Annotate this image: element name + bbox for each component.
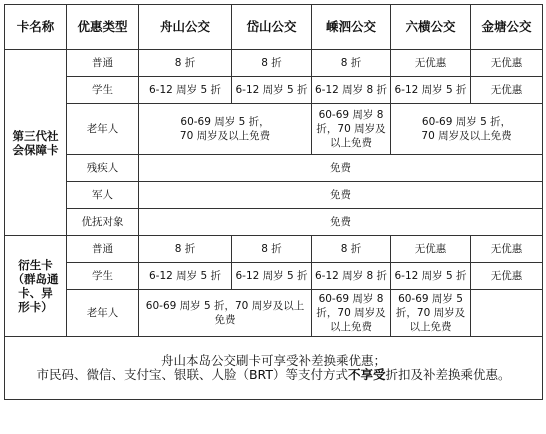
header-shengsi-bus: 嵊泗公交	[312, 5, 391, 50]
card2-student-ds: 6-12 周岁 5 折	[232, 263, 312, 290]
card2-elderly-ss-line1: 60-69 周岁 8	[318, 293, 384, 305]
table-row	[5, 290, 543, 337]
card1-military-value: 免费	[139, 182, 543, 209]
card2-elderly-zs-ds	[139, 290, 312, 337]
footer-line2	[7, 368, 540, 382]
card2-elderly-type: 老年人	[67, 290, 139, 337]
card1-general-ss: 8 折	[312, 50, 391, 77]
card2-elderly-lh	[391, 290, 471, 337]
card1-elderly-lh-jt-line1: 60-69 周岁 5 折，	[421, 116, 512, 128]
card1-elderly-lh-jt-line2: 70 周岁及以上免费	[421, 130, 512, 142]
card1-preferential-type: 优抚对象	[67, 209, 139, 236]
card2-elderly-zs-ds-line2: 免费	[214, 314, 236, 326]
card2-student-zs: 6-12 周岁 5 折	[139, 263, 232, 290]
card1-elderly-ss-line2: 折，70 周岁及	[316, 123, 386, 135]
header-liuheng-bus: 六横公交	[391, 5, 471, 50]
card2-student-ss: 6-12 周岁 8 折	[312, 263, 391, 290]
footer-line2-bold: 不享受	[347, 367, 386, 382]
header-daishan-bus: 岱山公交	[232, 5, 312, 50]
card1-general-jt: 无优惠	[471, 50, 543, 77]
card2-name	[5, 236, 67, 337]
card2-elderly-ss-line3: 以上免费	[330, 321, 372, 333]
header-card-name: 卡名称	[5, 5, 67, 50]
card1-disabled-value: 免费	[139, 155, 543, 182]
header-zhoushan-bus: 舟山公交	[139, 5, 232, 50]
card1-elderly-zs-ds-line1: 60-69 周岁 5 折，	[180, 116, 270, 128]
card1-elderly-ss-line3: 以上免费	[330, 137, 372, 149]
header-row	[5, 5, 543, 50]
card1-elderly-lh-jt	[391, 104, 543, 155]
card1-name-line2: 会保障卡	[12, 142, 59, 157]
card1-general-type: 普通	[67, 50, 139, 77]
card1-student-jt: 无优惠	[471, 77, 543, 104]
table-row	[5, 209, 543, 236]
card2-elderly-lh-line2: 折，70 周岁及	[395, 307, 466, 319]
card2-general-type: 普通	[67, 236, 139, 263]
card2-name-line1: 衍生卡	[18, 258, 53, 272]
card1-student-lh: 6-12 周岁 5 折	[391, 77, 471, 104]
card2-elderly-zs-ds-line1: 60-69 周岁 5 折，70 周岁及以上	[145, 300, 305, 312]
card2-name-line2: （群岛通	[12, 272, 59, 286]
table-row	[5, 50, 543, 77]
card1-general-lh: 无优惠	[391, 50, 471, 77]
card2-general-ds: 8 折	[232, 236, 312, 263]
card1-elderly-type: 老年人	[67, 104, 139, 155]
card1-student-type: 学生	[67, 77, 139, 104]
card1-preferential-value: 免费	[139, 209, 543, 236]
card2-elderly-ss	[312, 290, 391, 337]
fare-discount-table	[4, 4, 543, 400]
card1-student-ds: 6-12 周岁 5 折	[232, 77, 312, 104]
card1-student-ss: 6-12 周岁 8 折	[312, 77, 391, 104]
card1-general-ds: 8 折	[232, 50, 312, 77]
card1-elderly-ss	[312, 104, 391, 155]
card2-elderly-lh-line1: 60-69 周岁 5	[398, 293, 463, 305]
header-jintang-bus: 金塘公交	[471, 5, 543, 50]
footer-note	[5, 337, 543, 400]
card2-general-zs: 8 折	[139, 236, 232, 263]
card2-name-line3: 卡、异	[18, 286, 53, 300]
card2-general-ss: 8 折	[312, 236, 391, 263]
card1-elderly-zs-ds	[139, 104, 312, 155]
card2-student-type: 学生	[67, 263, 139, 290]
table-row	[5, 236, 543, 263]
card1-student-zs: 6-12 周岁 5 折	[139, 77, 232, 104]
table-row	[5, 182, 543, 209]
footer-line1: 舟山本岛公交刷卡可享受补差换乘优惠；	[160, 353, 386, 368]
table-row	[5, 263, 543, 290]
card1-disabled-type: 残疾人	[67, 155, 139, 182]
card2-general-lh: 无优惠	[391, 236, 471, 263]
card2-student-jt: 无优惠	[471, 263, 543, 290]
card2-elderly-lh-line3: 以上免费	[409, 321, 452, 333]
card1-elderly-zs-ds-line2: 70 周岁及以上免费	[179, 130, 271, 142]
card1-elderly-ss-line1: 60-69 周岁 8	[318, 109, 384, 121]
header-discount-type: 优惠类型	[67, 5, 139, 50]
card2-elderly-ss-line2: 折，70 周岁及	[316, 307, 386, 319]
footer-line2-before: 市民码、微信、支付宝、银联、人脸（BRT）等支付方式	[36, 367, 348, 382]
table-row	[5, 77, 543, 104]
card2-elderly-jt-empty	[471, 290, 543, 337]
card2-name-line4: 形卡）	[18, 300, 53, 314]
card1-military-type: 军人	[67, 182, 139, 209]
card1-general-zs: 8 折	[139, 50, 232, 77]
card1-name	[5, 50, 67, 236]
table-row	[5, 155, 543, 182]
card2-student-lh: 6-12 周岁 5 折	[391, 263, 471, 290]
footer-line2-after: 折扣及补差换乘优惠。	[385, 367, 511, 382]
footer-row	[5, 337, 543, 400]
card2-general-jt: 无优惠	[471, 236, 543, 263]
table-row	[5, 104, 543, 155]
card1-name-line1: 第三代社	[12, 128, 59, 143]
